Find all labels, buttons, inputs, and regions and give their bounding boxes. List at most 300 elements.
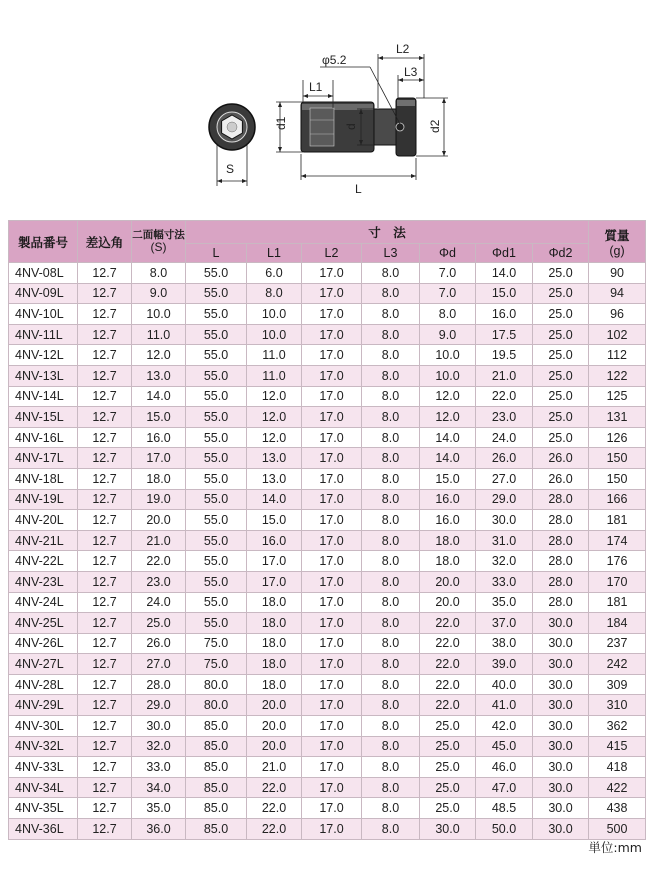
cell-L3: 8.0 <box>362 365 420 386</box>
cell-d2: 30.0 <box>533 674 589 695</box>
cell-d: 25.0 <box>420 757 476 778</box>
label-d: d <box>344 123 358 130</box>
cell-d1: 14.0 <box>476 263 533 284</box>
cell-L3: 8.0 <box>362 510 420 531</box>
cell-d1: 38.0 <box>476 633 533 654</box>
table-row <box>9 695 646 716</box>
cell-part-no: 4NV-10L <box>9 304 78 325</box>
cell-d: 20.0 <box>420 571 476 592</box>
cell-part-no: 4NV-32L <box>9 736 78 757</box>
cell-d1: 30.0 <box>476 510 533 531</box>
cell-L: 55.0 <box>186 365 247 386</box>
cell-L1: 12.0 <box>247 407 302 428</box>
cell-L1: 21.0 <box>247 757 302 778</box>
spec-table <box>8 220 646 840</box>
cell-d: 7.0 <box>420 263 476 284</box>
cell-L2: 17.0 <box>302 510 362 531</box>
cell-across-flats: 8.0 <box>132 263 186 284</box>
cell-mass: 150 <box>589 468 646 489</box>
cell-L1: 15.0 <box>247 510 302 531</box>
cell-d: 22.0 <box>420 695 476 716</box>
cell-d: 22.0 <box>420 633 476 654</box>
cell-L2: 17.0 <box>302 716 362 737</box>
label-L: L <box>355 182 362 196</box>
cell-part-no: 4NV-24L <box>9 592 78 613</box>
cell-L3: 8.0 <box>362 304 420 325</box>
cell-L: 55.0 <box>186 613 247 634</box>
cell-L2: 17.0 <box>302 386 362 407</box>
cell-L: 55.0 <box>186 407 247 428</box>
cell-part-no: 4NV-13L <box>9 365 78 386</box>
cell-L3: 8.0 <box>362 674 420 695</box>
cell-d1: 46.0 <box>476 757 533 778</box>
table-row <box>9 345 646 366</box>
cell-d1: 23.0 <box>476 407 533 428</box>
cell-drive: 12.7 <box>78 324 132 345</box>
cell-d: 10.0 <box>420 365 476 386</box>
cell-L1: 16.0 <box>247 530 302 551</box>
cell-d: 14.0 <box>420 448 476 469</box>
cell-part-no: 4NV-27L <box>9 654 78 675</box>
cell-L1: 20.0 <box>247 716 302 737</box>
cell-part-no: 4NV-18L <box>9 468 78 489</box>
cell-across-flats: 27.0 <box>132 654 186 675</box>
cell-mass: 184 <box>589 613 646 634</box>
cell-L: 80.0 <box>186 674 247 695</box>
cell-part-no: 4NV-33L <box>9 757 78 778</box>
cell-mass: 418 <box>589 757 646 778</box>
cell-L2: 17.0 <box>302 489 362 510</box>
table-row <box>9 365 646 386</box>
cell-d1: 33.0 <box>476 571 533 592</box>
cell-part-no: 4NV-29L <box>9 695 78 716</box>
cell-L: 85.0 <box>186 819 247 840</box>
cell-L: 55.0 <box>186 551 247 572</box>
header-across-flats-sub: (S) <box>150 240 167 254</box>
cell-drive: 12.7 <box>78 819 132 840</box>
cell-d2: 28.0 <box>533 551 589 572</box>
cell-d1: 32.0 <box>476 551 533 572</box>
cell-L: 75.0 <box>186 654 247 675</box>
cell-d: 12.0 <box>420 407 476 428</box>
cell-drive: 12.7 <box>78 798 132 819</box>
cell-L2: 17.0 <box>302 819 362 840</box>
cell-d: 18.0 <box>420 530 476 551</box>
cell-drive: 12.7 <box>78 654 132 675</box>
cell-L1: 10.0 <box>247 304 302 325</box>
cell-part-no: 4NV-25L <box>9 613 78 634</box>
cell-across-flats: 23.0 <box>132 571 186 592</box>
cell-across-flats: 13.0 <box>132 365 186 386</box>
cell-part-no: 4NV-21L <box>9 530 78 551</box>
cell-L1: 8.0 <box>247 283 302 304</box>
cell-d: 22.0 <box>420 654 476 675</box>
cell-d: 16.0 <box>420 489 476 510</box>
cell-d: 30.0 <box>420 819 476 840</box>
cell-drive: 12.7 <box>78 716 132 737</box>
cell-part-no: 4NV-16L <box>9 427 78 448</box>
cell-across-flats: 12.0 <box>132 345 186 366</box>
cell-d: 20.0 <box>420 592 476 613</box>
cell-L3: 8.0 <box>362 613 420 634</box>
cell-L2: 17.0 <box>302 263 362 284</box>
cell-L1: 22.0 <box>247 819 302 840</box>
cell-mass: 126 <box>589 427 646 448</box>
cell-d1: 40.0 <box>476 674 533 695</box>
cell-across-flats: 24.0 <box>132 592 186 613</box>
cell-d1: 21.0 <box>476 365 533 386</box>
cell-L1: 10.0 <box>247 324 302 345</box>
header-sub-4: Φd <box>420 244 476 263</box>
cell-L3: 8.0 <box>362 757 420 778</box>
header-sub-5: Φd1 <box>476 244 533 263</box>
label-L1: L1 <box>309 80 323 94</box>
cell-L: 55.0 <box>186 448 247 469</box>
cell-d1: 26.0 <box>476 448 533 469</box>
cell-L3: 8.0 <box>362 695 420 716</box>
cell-L3: 8.0 <box>362 654 420 675</box>
cell-d: 15.0 <box>420 468 476 489</box>
cell-d1: 39.0 <box>476 654 533 675</box>
cell-L: 85.0 <box>186 798 247 819</box>
cell-drive: 12.7 <box>78 510 132 531</box>
cell-across-flats: 35.0 <box>132 798 186 819</box>
label-L2: L2 <box>396 42 410 56</box>
socket-dimension-drawing <box>0 0 650 210</box>
cell-d: 9.0 <box>420 324 476 345</box>
cell-L: 55.0 <box>186 592 247 613</box>
cell-d1: 41.0 <box>476 695 533 716</box>
table-row <box>9 736 646 757</box>
cell-L: 55.0 <box>186 283 247 304</box>
cell-L2: 17.0 <box>302 777 362 798</box>
cell-L2: 17.0 <box>302 448 362 469</box>
table-row <box>9 777 646 798</box>
cell-L: 75.0 <box>186 633 247 654</box>
cell-d2: 30.0 <box>533 633 589 654</box>
cell-d1: 17.5 <box>476 324 533 345</box>
cell-L3: 8.0 <box>362 386 420 407</box>
cell-L2: 17.0 <box>302 633 362 654</box>
cell-part-no: 4NV-26L <box>9 633 78 654</box>
cell-d1: 47.0 <box>476 777 533 798</box>
cell-L2: 17.0 <box>302 798 362 819</box>
cell-d2: 30.0 <box>533 777 589 798</box>
cell-d2: 25.0 <box>533 324 589 345</box>
cell-part-no: 4NV-22L <box>9 551 78 572</box>
cell-mass: 422 <box>589 777 646 798</box>
cell-L: 80.0 <box>186 695 247 716</box>
table-row <box>9 386 646 407</box>
cell-mass: 181 <box>589 510 646 531</box>
cell-across-flats: 21.0 <box>132 530 186 551</box>
cell-drive: 12.7 <box>78 613 132 634</box>
cell-L1: 13.0 <box>247 448 302 469</box>
cell-drive: 12.7 <box>78 757 132 778</box>
cell-L2: 17.0 <box>302 551 362 572</box>
cell-L2: 17.0 <box>302 654 362 675</box>
spec-table-body <box>9 263 646 840</box>
cell-L2: 17.0 <box>302 736 362 757</box>
cell-part-no: 4NV-12L <box>9 345 78 366</box>
cell-L3: 8.0 <box>362 592 420 613</box>
cell-d: 8.0 <box>420 304 476 325</box>
table-row <box>9 489 646 510</box>
cell-d2: 25.0 <box>533 386 589 407</box>
header-part-no: 製品番号 <box>9 221 78 263</box>
cell-d1: 31.0 <box>476 530 533 551</box>
cell-L: 85.0 <box>186 757 247 778</box>
cell-d: 25.0 <box>420 798 476 819</box>
cell-L: 55.0 <box>186 571 247 592</box>
cell-across-flats: 18.0 <box>132 468 186 489</box>
cell-mass: 500 <box>589 819 646 840</box>
table-row <box>9 263 646 284</box>
table-row <box>9 819 646 840</box>
cell-across-flats: 14.0 <box>132 386 186 407</box>
cell-L1: 18.0 <box>247 592 302 613</box>
cell-mass: 94 <box>589 283 646 304</box>
cell-drive: 12.7 <box>78 304 132 325</box>
cell-L3: 8.0 <box>362 716 420 737</box>
table-row <box>9 427 646 448</box>
header-drive: 差込角 <box>78 221 132 263</box>
table-row <box>9 798 646 819</box>
cell-d1: 50.0 <box>476 819 533 840</box>
cell-L2: 17.0 <box>302 324 362 345</box>
cell-drive: 12.7 <box>78 633 132 654</box>
cell-mass: 96 <box>589 304 646 325</box>
cell-mass: 125 <box>589 386 646 407</box>
cell-drive: 12.7 <box>78 571 132 592</box>
cell-L2: 17.0 <box>302 571 362 592</box>
cell-mass: 242 <box>589 654 646 675</box>
cell-L2: 17.0 <box>302 530 362 551</box>
cell-across-flats: 28.0 <box>132 674 186 695</box>
cell-d: 25.0 <box>420 716 476 737</box>
cell-L3: 8.0 <box>362 798 420 819</box>
cell-d2: 30.0 <box>533 736 589 757</box>
cell-L3: 8.0 <box>362 283 420 304</box>
cell-L3: 8.0 <box>362 345 420 366</box>
table-row <box>9 757 646 778</box>
table-row <box>9 304 646 325</box>
cell-drive: 12.7 <box>78 407 132 428</box>
cell-d1: 42.0 <box>476 716 533 737</box>
table-row <box>9 407 646 428</box>
cell-L: 55.0 <box>186 510 247 531</box>
cell-d: 7.0 <box>420 283 476 304</box>
cell-mass: 415 <box>589 736 646 757</box>
cell-across-flats: 11.0 <box>132 324 186 345</box>
table-row <box>9 633 646 654</box>
header-sub-3: L3 <box>362 244 420 263</box>
cell-mass: 181 <box>589 592 646 613</box>
cell-L3: 8.0 <box>362 551 420 572</box>
cell-d: 25.0 <box>420 777 476 798</box>
cell-L2: 17.0 <box>302 345 362 366</box>
cell-L: 85.0 <box>186 716 247 737</box>
cell-d2: 30.0 <box>533 819 589 840</box>
cell-L: 55.0 <box>186 427 247 448</box>
cell-mass: 102 <box>589 324 646 345</box>
header-sub-2: L2 <box>302 244 362 263</box>
table-row <box>9 468 646 489</box>
cell-L2: 17.0 <box>302 427 362 448</box>
cell-L1: 11.0 <box>247 365 302 386</box>
header-sub-0: L <box>186 244 247 263</box>
cell-drive: 12.7 <box>78 674 132 695</box>
cell-L3: 8.0 <box>362 777 420 798</box>
cell-part-no: 4NV-28L <box>9 674 78 695</box>
cell-d2: 28.0 <box>533 510 589 531</box>
cell-L2: 17.0 <box>302 468 362 489</box>
label-S: S <box>226 162 235 176</box>
cell-across-flats: 15.0 <box>132 407 186 428</box>
cell-d2: 30.0 <box>533 798 589 819</box>
cell-d: 22.0 <box>420 613 476 634</box>
cell-L1: 22.0 <box>247 777 302 798</box>
cell-drive: 12.7 <box>78 551 132 572</box>
label-L3: L3 <box>404 65 418 79</box>
cell-drive: 12.7 <box>78 365 132 386</box>
cell-L3: 8.0 <box>362 571 420 592</box>
cell-L1: 12.0 <box>247 427 302 448</box>
cell-L: 55.0 <box>186 530 247 551</box>
cell-d2: 25.0 <box>533 365 589 386</box>
cell-d: 22.0 <box>420 674 476 695</box>
cell-d2: 28.0 <box>533 571 589 592</box>
cell-across-flats: 32.0 <box>132 736 186 757</box>
cell-L2: 17.0 <box>302 592 362 613</box>
cell-L2: 17.0 <box>302 674 362 695</box>
header-sub-1: L1 <box>247 244 302 263</box>
cell-d: 18.0 <box>420 551 476 572</box>
cell-L2: 17.0 <box>302 695 362 716</box>
cell-drive: 12.7 <box>78 736 132 757</box>
label-d2: d2 <box>428 119 442 133</box>
table-row <box>9 571 646 592</box>
cell-d1: 45.0 <box>476 736 533 757</box>
cell-d1: 15.0 <box>476 283 533 304</box>
cell-mass: 131 <box>589 407 646 428</box>
cell-d2: 25.0 <box>533 427 589 448</box>
cell-across-flats: 20.0 <box>132 510 186 531</box>
table-row <box>9 324 646 345</box>
cell-d2: 30.0 <box>533 757 589 778</box>
cell-across-flats: 16.0 <box>132 427 186 448</box>
cell-L3: 8.0 <box>362 427 420 448</box>
cell-L: 55.0 <box>186 263 247 284</box>
cell-across-flats: 30.0 <box>132 716 186 737</box>
cell-L1: 6.0 <box>247 263 302 284</box>
label-d1: d1 <box>274 116 288 130</box>
cell-across-flats: 19.0 <box>132 489 186 510</box>
cell-part-no: 4NV-14L <box>9 386 78 407</box>
cell-d2: 30.0 <box>533 654 589 675</box>
cell-drive: 12.7 <box>78 592 132 613</box>
cell-across-flats: 34.0 <box>132 777 186 798</box>
table-row <box>9 448 646 469</box>
cell-L1: 20.0 <box>247 736 302 757</box>
cell-mass: 150 <box>589 448 646 469</box>
cell-drive: 12.7 <box>78 448 132 469</box>
cell-d2: 30.0 <box>533 716 589 737</box>
cell-L1: 14.0 <box>247 489 302 510</box>
cell-d1: 27.0 <box>476 468 533 489</box>
cell-d2: 28.0 <box>533 592 589 613</box>
table-row <box>9 674 646 695</box>
cell-across-flats: 9.0 <box>132 283 186 304</box>
cell-d1: 29.0 <box>476 489 533 510</box>
cell-L: 55.0 <box>186 489 247 510</box>
table-row <box>9 654 646 675</box>
cell-d2: 26.0 <box>533 468 589 489</box>
cell-mass: 362 <box>589 716 646 737</box>
cell-L3: 8.0 <box>362 489 420 510</box>
label-phi52: φ5.2 <box>322 53 347 67</box>
cell-d: 10.0 <box>420 345 476 366</box>
header-dimensions: 寸 法 <box>186 221 589 244</box>
cell-mass: 237 <box>589 633 646 654</box>
cell-part-no: 4NV-35L <box>9 798 78 819</box>
cell-d1: 19.5 <box>476 345 533 366</box>
cell-mass: 310 <box>589 695 646 716</box>
table-row <box>9 613 646 634</box>
cell-d1: 37.0 <box>476 613 533 634</box>
cell-L3: 8.0 <box>362 407 420 428</box>
cell-d2: 25.0 <box>533 283 589 304</box>
cell-d: 14.0 <box>420 427 476 448</box>
cell-d: 12.0 <box>420 386 476 407</box>
cell-L: 55.0 <box>186 324 247 345</box>
cell-L1: 18.0 <box>247 613 302 634</box>
cell-d: 16.0 <box>420 510 476 531</box>
cell-part-no: 4NV-19L <box>9 489 78 510</box>
cell-mass: 309 <box>589 674 646 695</box>
cell-mass: 112 <box>589 345 646 366</box>
cell-drive: 12.7 <box>78 530 132 551</box>
cell-across-flats: 25.0 <box>132 613 186 634</box>
cell-L: 85.0 <box>186 777 247 798</box>
cell-across-flats: 33.0 <box>132 757 186 778</box>
cell-L2: 17.0 <box>302 407 362 428</box>
cell-part-no: 4NV-08L <box>9 263 78 284</box>
header-sub-6: Φd2 <box>533 244 589 263</box>
cell-mass: 438 <box>589 798 646 819</box>
cell-drive: 12.7 <box>78 263 132 284</box>
cell-part-no: 4NV-23L <box>9 571 78 592</box>
cell-mass: 174 <box>589 530 646 551</box>
table-row <box>9 530 646 551</box>
cell-drive: 12.7 <box>78 427 132 448</box>
cell-mass: 122 <box>589 365 646 386</box>
cell-d2: 30.0 <box>533 695 589 716</box>
table-row <box>9 510 646 531</box>
cell-L2: 17.0 <box>302 304 362 325</box>
cell-L1: 22.0 <box>247 798 302 819</box>
cell-d1: 22.0 <box>476 386 533 407</box>
header-mass-unit: (g) <box>609 243 625 258</box>
cell-L3: 8.0 <box>362 448 420 469</box>
cell-part-no: 4NV-15L <box>9 407 78 428</box>
cell-L3: 8.0 <box>362 468 420 489</box>
cell-L1: 17.0 <box>247 571 302 592</box>
cell-drive: 12.7 <box>78 345 132 366</box>
cell-mass: 90 <box>589 263 646 284</box>
cell-d2: 25.0 <box>533 345 589 366</box>
table-row <box>9 551 646 572</box>
